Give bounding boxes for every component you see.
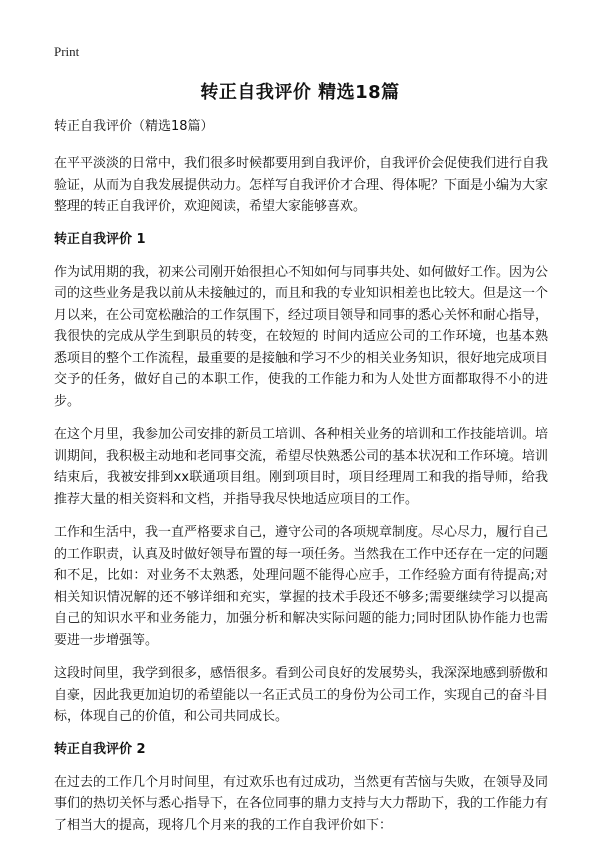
section-1-paragraph: 这段时间里，我学到很多，感悟很多。看到公司良好的发展势头，我深深地感到骄傲和自豪，因此我更加迫切的希望能以一名正式员工的身份为公司工作，实现自己的奋斗目标，体现自己的价值，和公司共同成长。 — [54, 666, 549, 724]
section-1-paragraph: 在这个月里，我参加公司安排的新员工培训、各种相关业务的培训和工作技能培训。培训期间，我积极主动地和老同事交流，希望尽快熟悉公司的基本状况和工作环境。培训结束后，我被安排到xx联通项目组。刚到项目时，项目经理周工和我的指导师，给我推荐大量的相关资料和文档，并指导我尽快地适应项目的工作。 — [54, 427, 549, 507]
page-title: 转正自我评价 精选18篇 — [200, 82, 400, 103]
print-link[interactable]: Print — [54, 44, 80, 59]
section-heading-1: 转正自我评价 1 — [54, 231, 146, 247]
document-subtitle: 转正自我评价（精选18篇） — [54, 119, 214, 134]
section-1-paragraph: 作为试用期的我，初来公司刚开始很担心不知如何与同事共处、如何做好工作。因为公司的这些业务是我以前从未接触过的，而且和我的专业知识相差也比较大。但是这一个月以来，在公司宽松融洽的工作氛围下，经过项目领导和同事的悉心关怀和耐心指导，我很快的完成从学生到职员的转变，在较短的 时间内适应公司的工作环境，也基本熟悉项目的整个工作流程，最重要的是接触和学习不少的相关业务知识，很好地完成项目交予的任务，做好自己的本职工作，使我的工作能力和为人处世方面都取得不小的进步。 — [54, 264, 549, 409]
section-1-paragraph: 工作和生活中，我一直严格要求自己，遵守公司的各项规章制度。尽心尽力，履行自己的工作职责，认真及时做好领导布置的每一项任务。当然我在工作中还存在一定的问题和不足，比如：对业务不太熟悉，处理问题不能得心应手，工作经验方面有待提高;对相关知识情况解的还不够详细和充实，掌握的技术手段还不够多;需要继续学习以提高自己的知识水平和业务能力，加强分析和解决实际问题的能力;同时团队协作能力也需要进一步增强等。 — [54, 525, 549, 648]
intro-paragraph: 在平平淡淡的日常中，我们很多时候都要用到自我评价，自我评价会促使我们进行自我验证，从而为自我发展提供动力。怎样写自我评价才合理、得体呢？下面是小编为大家整理的转正自我评价，欢迎阅读，希望大家能够喜欢。 — [54, 156, 549, 214]
section-heading-2: 转正自我评价 2 — [54, 741, 146, 757]
document-body — [54, 117, 548, 848]
section-2-paragraph: 在过去的工作几个月时间里，有过欢乐也有过成功，当然更有苦恼与失败，在领导及同事们的热切关怀与悉心指导下，在各位同事的鼎力支持与大力帮助下，我的工作能力有了相当大的提高，现将几个月来的我的工作自我评价如下： — [54, 774, 549, 833]
